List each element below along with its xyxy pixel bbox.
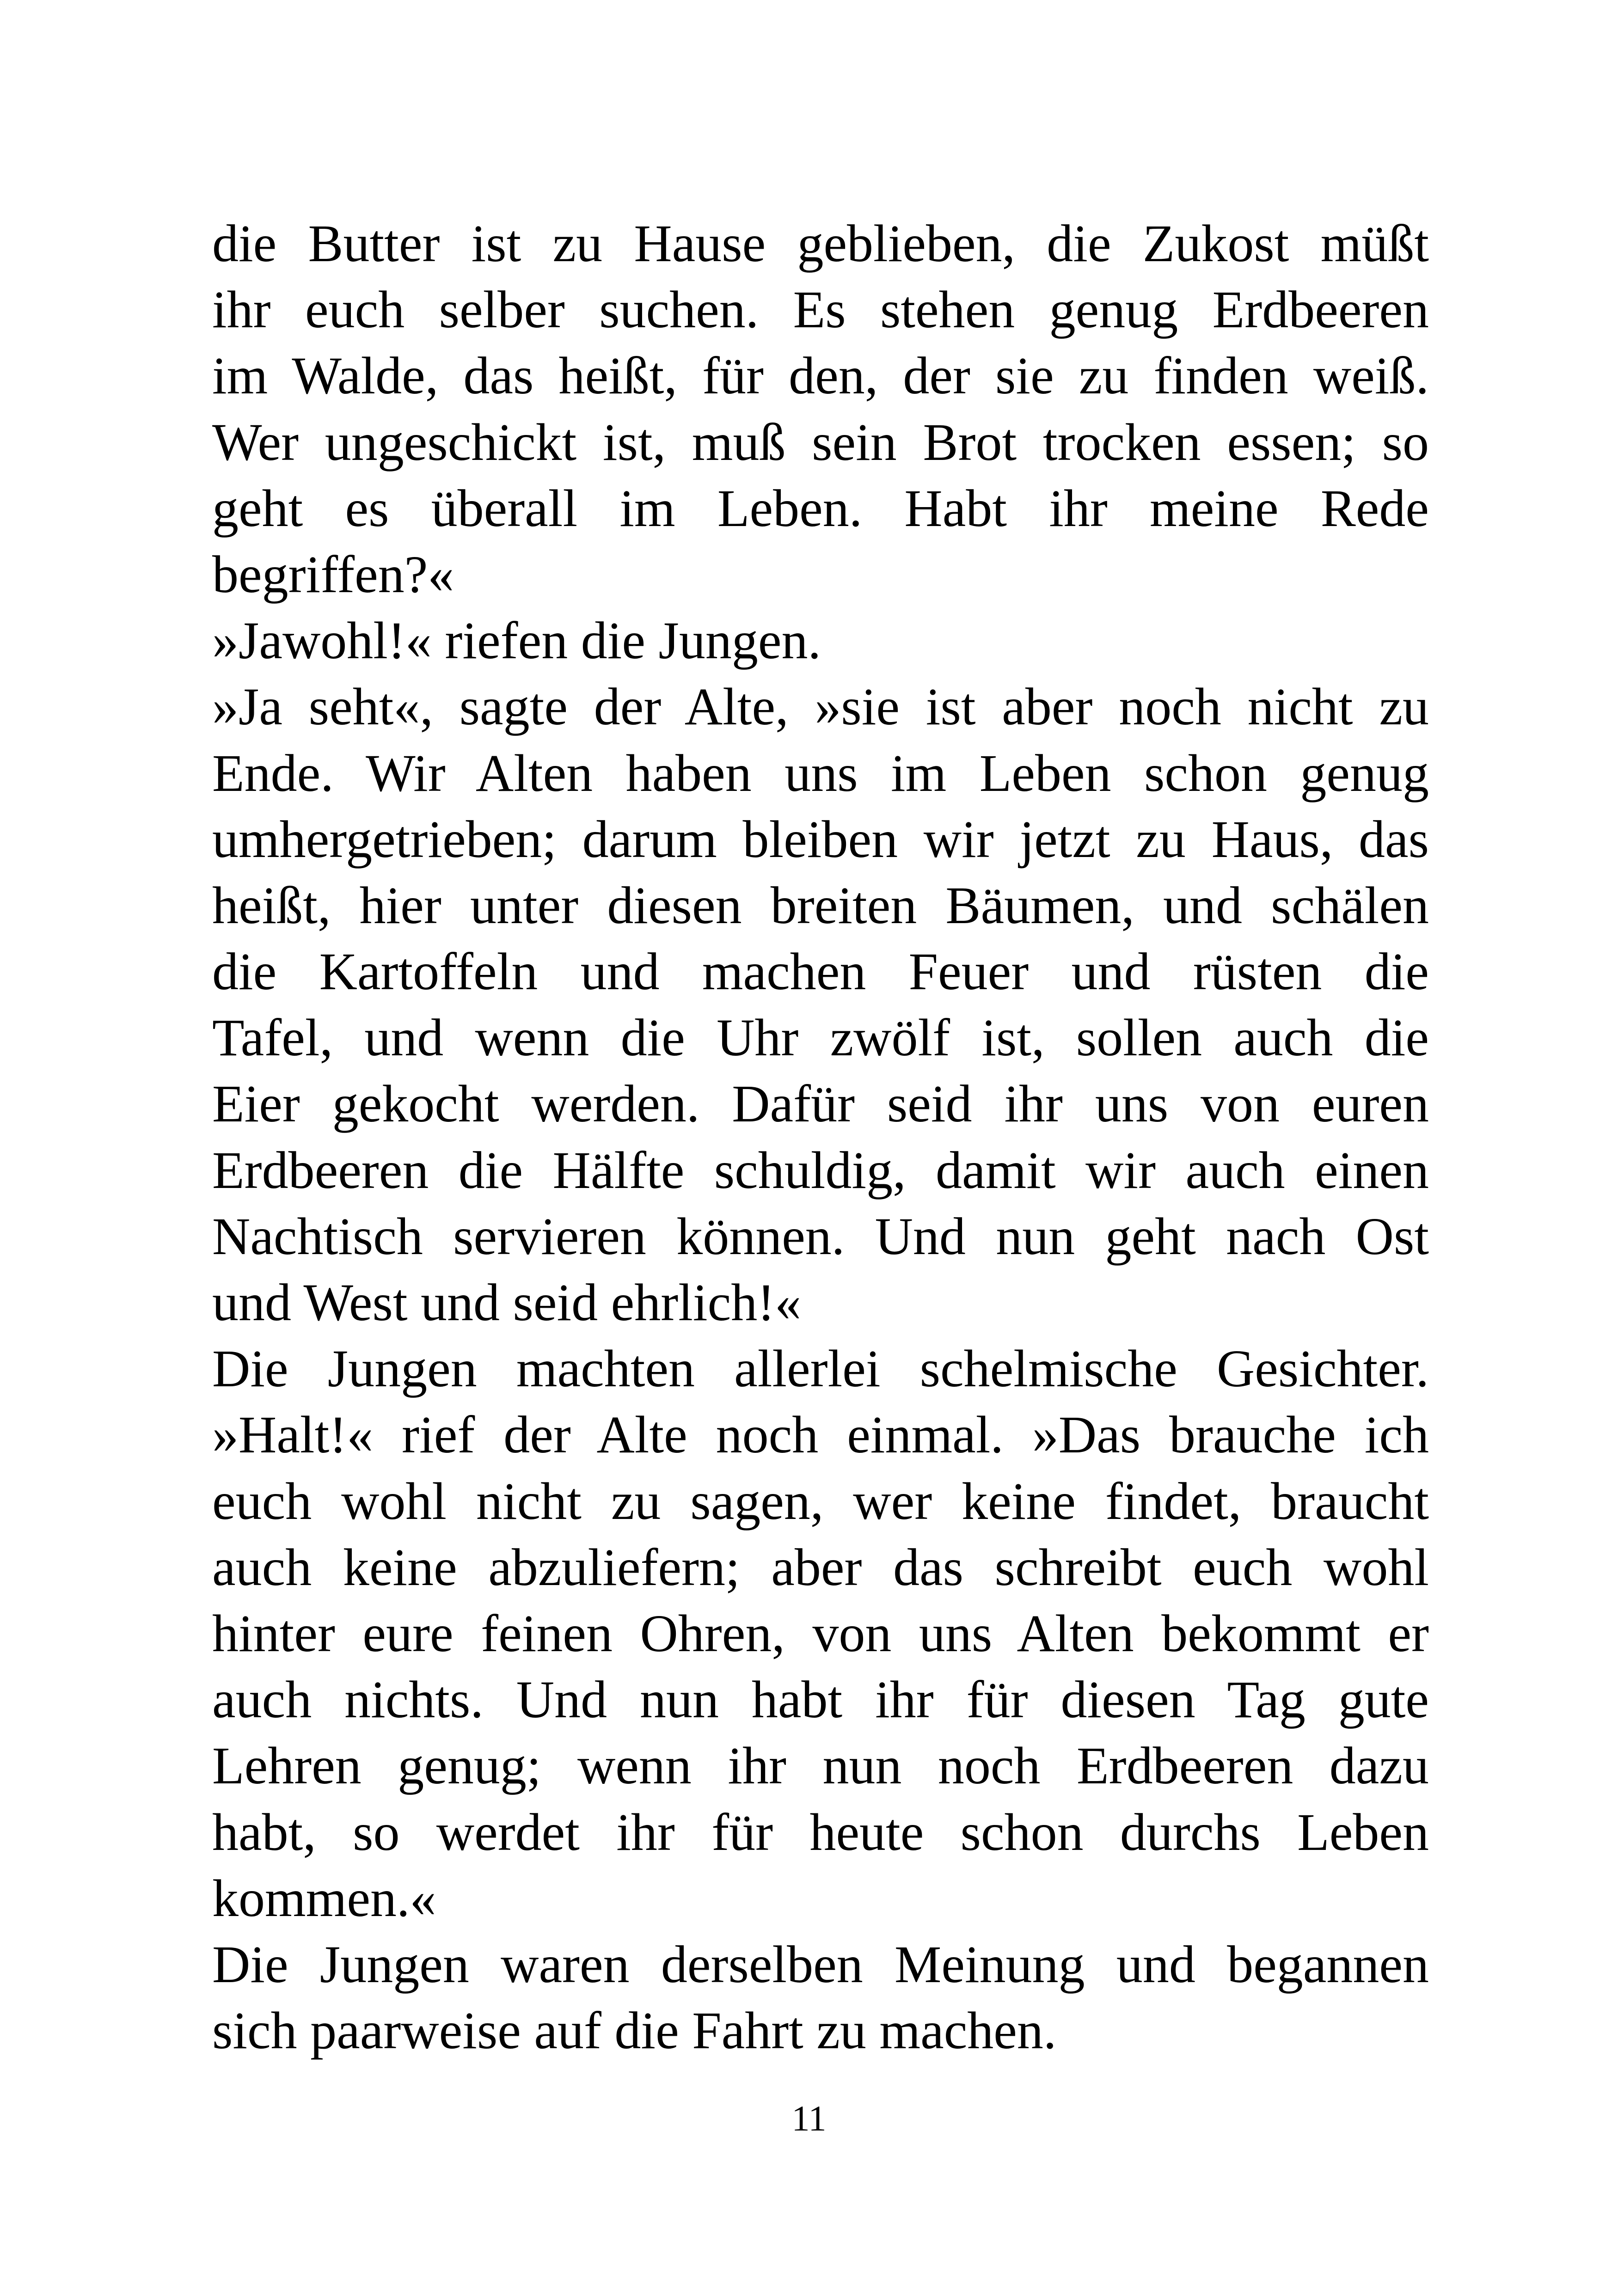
text-line: habt, so werdet ihr für heute schon durchs Leben	[212, 1802, 1429, 1861]
text-line: Erdbeeren die Hälfte schuldig, damit wir auch einen	[212, 1140, 1429, 1200]
text-line: »Ja seht«, sagte der Alte, »sie ist aber noch nicht zu	[212, 677, 1429, 736]
text-line: begriffen?«	[212, 545, 454, 604]
text-line: euch wohl nicht zu sagen, wer keine findet, braucht	[212, 1471, 1429, 1531]
text-line: hinter eure feinen Ohren, von uns Alten bekommt er	[212, 1604, 1429, 1663]
text-line: auch keine abzuliefern; aber das schreibt euch wohl	[212, 1537, 1429, 1597]
text-line: Eier gekocht werden. Dafür seid ihr uns von euren	[212, 1074, 1429, 1133]
text-line: Die Jungen machten allerlei schelmische Gesichter.	[212, 1339, 1429, 1398]
text-line: Wer ungeschickt ist, muß sein Brot trocken essen; so	[212, 412, 1429, 471]
text-line: und West und seid ehrlich!«	[212, 1273, 802, 1332]
text-line: die Butter ist zu Hause geblieben, die Zukost müßt	[212, 214, 1429, 273]
text-line: geht es überall im Leben. Habt ihr meine Rede	[212, 478, 1429, 538]
text-line: heißt, hier unter diesen breiten Bäumen, und schälen	[212, 876, 1429, 935]
text-line: Ende. Wir Alten haben uns im Leben schon genug	[212, 743, 1429, 802]
text-line: umhergetrieben; darum bleiben wir jetzt zu Haus, das	[212, 809, 1429, 869]
text-line: im Walde, das heißt, für den, der sie zu finden weiß.	[212, 346, 1429, 405]
page-number: 11	[791, 2098, 827, 2138]
text-line: Lehren genug; wenn ihr nun noch Erdbeeren dazu	[212, 1736, 1429, 1795]
text-line: Tafel, und wenn die Uhr zwölf ist, sollen auch die	[212, 1008, 1429, 1067]
text-line: Die Jungen waren derselben Meinung und begannen	[212, 1935, 1429, 1994]
text-line: »Jawohl!« riefen die Jungen.	[212, 611, 821, 670]
text-line: auch nichts. Und nun habt ihr für diesen Tag gute	[212, 1670, 1429, 1729]
text-line: Nachtisch servieren können. Und nun geht nach Ost	[212, 1206, 1429, 1266]
text-line: sich paarweise auf die Fahrt zu machen.	[212, 2001, 1057, 2060]
text-line: »Halt!« rief der Alte noch einmal. »Das brauche ich	[212, 1405, 1429, 1464]
text-line: die Kartoffeln und machen Feuer und rüsten die	[212, 942, 1429, 1001]
text-line: kommen.«	[212, 1868, 436, 1928]
text-line: ihr euch selber suchen. Es stehen genug Erdbeeren	[212, 280, 1429, 339]
body-text	[212, 210, 1429, 2063]
